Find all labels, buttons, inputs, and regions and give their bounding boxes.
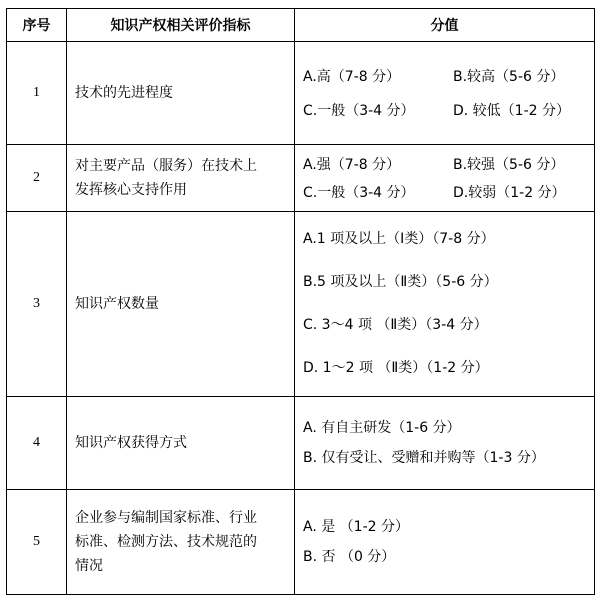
header-score: 分值 bbox=[295, 9, 595, 42]
table-row bbox=[7, 42, 595, 145]
score-option: D. 1～2 项 （Ⅱ类）（1-2 分） bbox=[303, 360, 489, 376]
row-indicator bbox=[67, 212, 295, 397]
score-option: A.高（7-8 分） bbox=[303, 69, 401, 85]
row-number: 2 bbox=[7, 145, 67, 212]
score-option: B. 仅有受让、受赠和并购等（1-3 分） bbox=[303, 450, 545, 466]
score-option: A.1 项及以上（Ⅰ类）（7-8 分） bbox=[303, 231, 495, 247]
indicator-line: 情况 bbox=[75, 558, 103, 574]
header-row bbox=[7, 9, 595, 42]
score-option: A. 是 （1-2 分） bbox=[303, 519, 409, 535]
row-score-options bbox=[295, 42, 595, 145]
score-option-pair bbox=[303, 150, 590, 178]
indicator-line: 对主要产品（服务）在技术上 bbox=[75, 158, 257, 174]
score-option-pair bbox=[303, 178, 590, 206]
row-score-options bbox=[295, 397, 595, 490]
row-number: 1 bbox=[7, 42, 67, 145]
score-option: D.较弱（1-2 分） bbox=[453, 185, 566, 201]
evaluation-table-container bbox=[6, 8, 595, 595]
score-option: A. 有自主研发（1-6 分） bbox=[303, 420, 461, 436]
ip-evaluation-table bbox=[6, 8, 595, 595]
row-score-options bbox=[295, 145, 595, 212]
row-number: 5 bbox=[7, 490, 67, 595]
score-option: B.较高（5-6 分） bbox=[453, 69, 565, 85]
row-indicator bbox=[67, 42, 295, 145]
indicator-line: 标准、检测方法、技术规范的 bbox=[75, 534, 257, 550]
score-option: A.强（7-8 分） bbox=[303, 157, 401, 173]
table-row bbox=[7, 145, 595, 212]
indicator-line: 知识产权获得方式 bbox=[75, 435, 187, 451]
score-option: C. 3～4 项 （Ⅱ类）（3-4 分） bbox=[303, 317, 488, 333]
row-indicator bbox=[67, 145, 295, 212]
table-row bbox=[7, 397, 595, 490]
row-indicator bbox=[67, 397, 295, 490]
indicator-line: 发挥核心支持作用 bbox=[75, 182, 187, 198]
score-option: D. 较低（1-2 分） bbox=[453, 103, 570, 119]
score-option-pair bbox=[303, 93, 590, 127]
row-number: 3 bbox=[7, 212, 67, 397]
table-row bbox=[7, 212, 595, 397]
row-score-options bbox=[295, 490, 595, 595]
score-option: C.一般（3-4 分） bbox=[303, 103, 415, 119]
header-indicator: 知识产权相关评价指标 bbox=[67, 9, 295, 42]
indicator-line: 企业参与编制国家标准、行业 bbox=[75, 510, 257, 526]
row-indicator bbox=[67, 490, 295, 595]
header-serial-number: 序号 bbox=[7, 9, 67, 42]
score-option: B.较强（5-6 分） bbox=[453, 157, 565, 173]
score-option: C.一般（3-4 分） bbox=[303, 185, 415, 201]
score-option-pair bbox=[303, 59, 590, 93]
indicator-line: 技术的先进程度 bbox=[75, 85, 173, 101]
table-row bbox=[7, 490, 595, 595]
score-option: B. 否 （0 分） bbox=[303, 549, 396, 565]
row-score-options bbox=[295, 212, 595, 397]
row-number: 4 bbox=[7, 397, 67, 490]
score-option: B.5 项及以上（Ⅱ类）（5-6 分） bbox=[303, 274, 498, 290]
indicator-line: 知识产权数量 bbox=[75, 296, 159, 312]
